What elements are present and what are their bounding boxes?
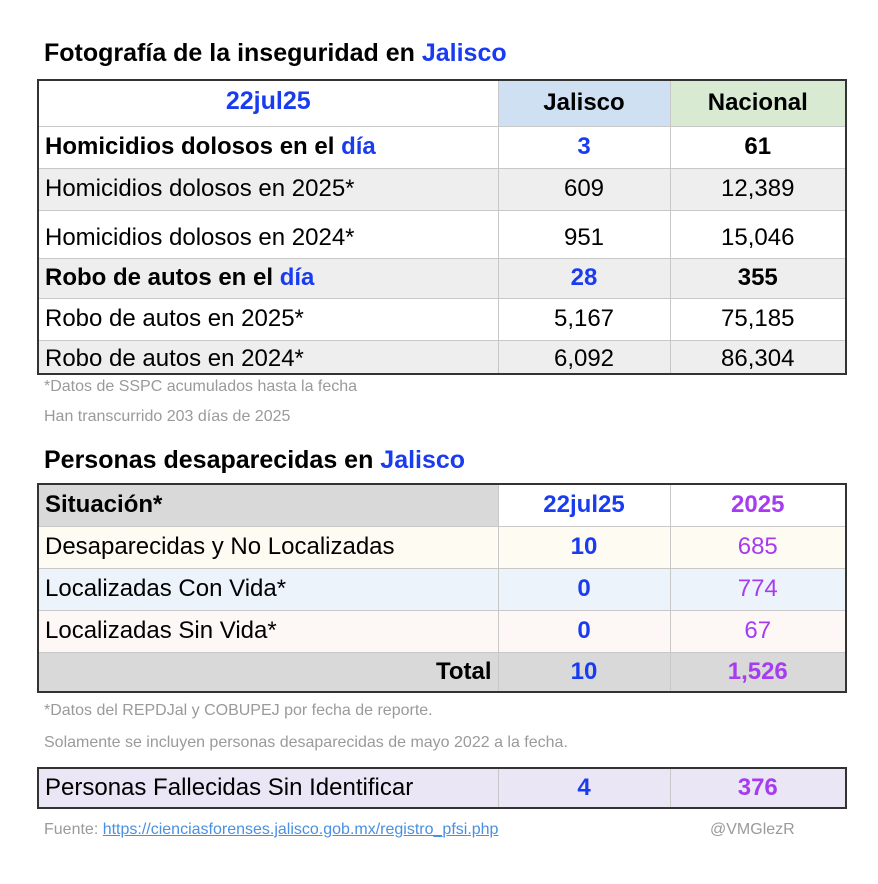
row-nacional-value: 12,389 — [670, 168, 846, 210]
row-label: Robo de autos en 2024* — [38, 340, 498, 374]
col-situacion-header: Situación* — [38, 484, 498, 526]
fallecidas-day-value: 4 — [498, 768, 670, 808]
source-line — [44, 821, 498, 839]
row-label: Robo de autos en el día — [38, 258, 498, 298]
row-day-value: 0 — [498, 568, 670, 610]
row-label: Robo de autos en 2025* — [38, 298, 498, 340]
row-jalisco-value: 6,092 — [498, 340, 670, 374]
table-row — [38, 768, 846, 808]
row-jalisco-value: 951 — [498, 210, 670, 258]
table-row — [38, 126, 846, 168]
row-nacional-value: 61 — [670, 126, 846, 168]
table-row — [38, 168, 846, 210]
section2-title-prefix: Personas desaparecidas en — [44, 446, 381, 474]
table-row — [38, 340, 846, 374]
table-row — [38, 610, 846, 652]
table-row — [38, 298, 846, 340]
row-label: Localizadas Con Vida* — [38, 568, 498, 610]
total-row — [38, 652, 846, 692]
row-jalisco-value: 28 — [498, 258, 670, 298]
table-row — [38, 526, 846, 568]
row-nacional-value: 15,046 — [670, 210, 846, 258]
row-jalisco-value: 609 — [498, 168, 670, 210]
row-year-value: 67 — [670, 610, 846, 652]
row-nacional-value: 75,185 — [670, 298, 846, 340]
row-label: Homicidios dolosos en 2024* — [38, 210, 498, 258]
section2-title-state: Jalisco — [380, 446, 466, 474]
row-label: Localizadas Sin Vida* — [38, 610, 498, 652]
inseguridad-table — [37, 79, 847, 375]
row-day-value: 10 — [498, 526, 670, 568]
row-year-value: 774 — [670, 568, 846, 610]
col-year-header: 2025 — [670, 484, 846, 526]
row-label: Homicidios dolosos en 2025* — [38, 168, 498, 210]
section2-range-note: Solamente se incluyen personas desaparecidas de mayo 2022 a la fecha. — [44, 734, 568, 751]
row-label: Desaparecidas y No Localizadas — [38, 526, 498, 568]
section1-days-note: Han transcurrido 203 días de 2025 — [44, 408, 291, 425]
fallecidas-table — [37, 767, 847, 809]
row-jalisco-value: 5,167 — [498, 298, 670, 340]
total-day-value: 10 — [498, 652, 670, 692]
section1-title-prefix: Fotografía de la inseguridad en — [44, 39, 422, 67]
row-day-value: 0 — [498, 610, 670, 652]
date-header: 22jul25 — [38, 80, 498, 126]
source-link[interactable]: https://cienciasforenses.jalisco.gob.mx/registro_pfsi.php — [102, 821, 499, 838]
row-nacional-value: 86,304 — [670, 340, 846, 374]
col-date-header: 22jul25 — [498, 484, 670, 526]
row-jalisco-value: 3 — [498, 126, 670, 168]
fallecidas-label: Personas Fallecidas Sin Identificar — [38, 768, 498, 808]
total-label: Total — [38, 652, 498, 692]
section1-footnote: *Datos de SSPC acumulados hasta la fecha — [44, 378, 358, 395]
row-label: Homicidios dolosos en el día — [38, 126, 498, 168]
section1-title-state: Jalisco — [421, 39, 507, 67]
table-row — [38, 568, 846, 610]
section2-title — [44, 446, 465, 475]
row-year-value: 685 — [670, 526, 846, 568]
fallecidas-year-value: 376 — [670, 768, 846, 808]
source-label: Fuente: — [44, 821, 103, 838]
total-year-value: 1,526 — [670, 652, 846, 692]
col-jalisco-header: Jalisco — [498, 80, 670, 126]
section2-footnote: *Datos del REPDJal y COBUPEJ por fecha de reporte. — [44, 702, 433, 719]
desaparecidas-table — [37, 483, 847, 693]
table-row — [38, 258, 846, 298]
table-row — [38, 210, 846, 258]
col-nacional-header: Nacional — [670, 80, 846, 126]
section1-title — [44, 39, 507, 68]
author-handle: @VMGlezR — [710, 821, 795, 838]
row-nacional-value: 355 — [670, 258, 846, 298]
